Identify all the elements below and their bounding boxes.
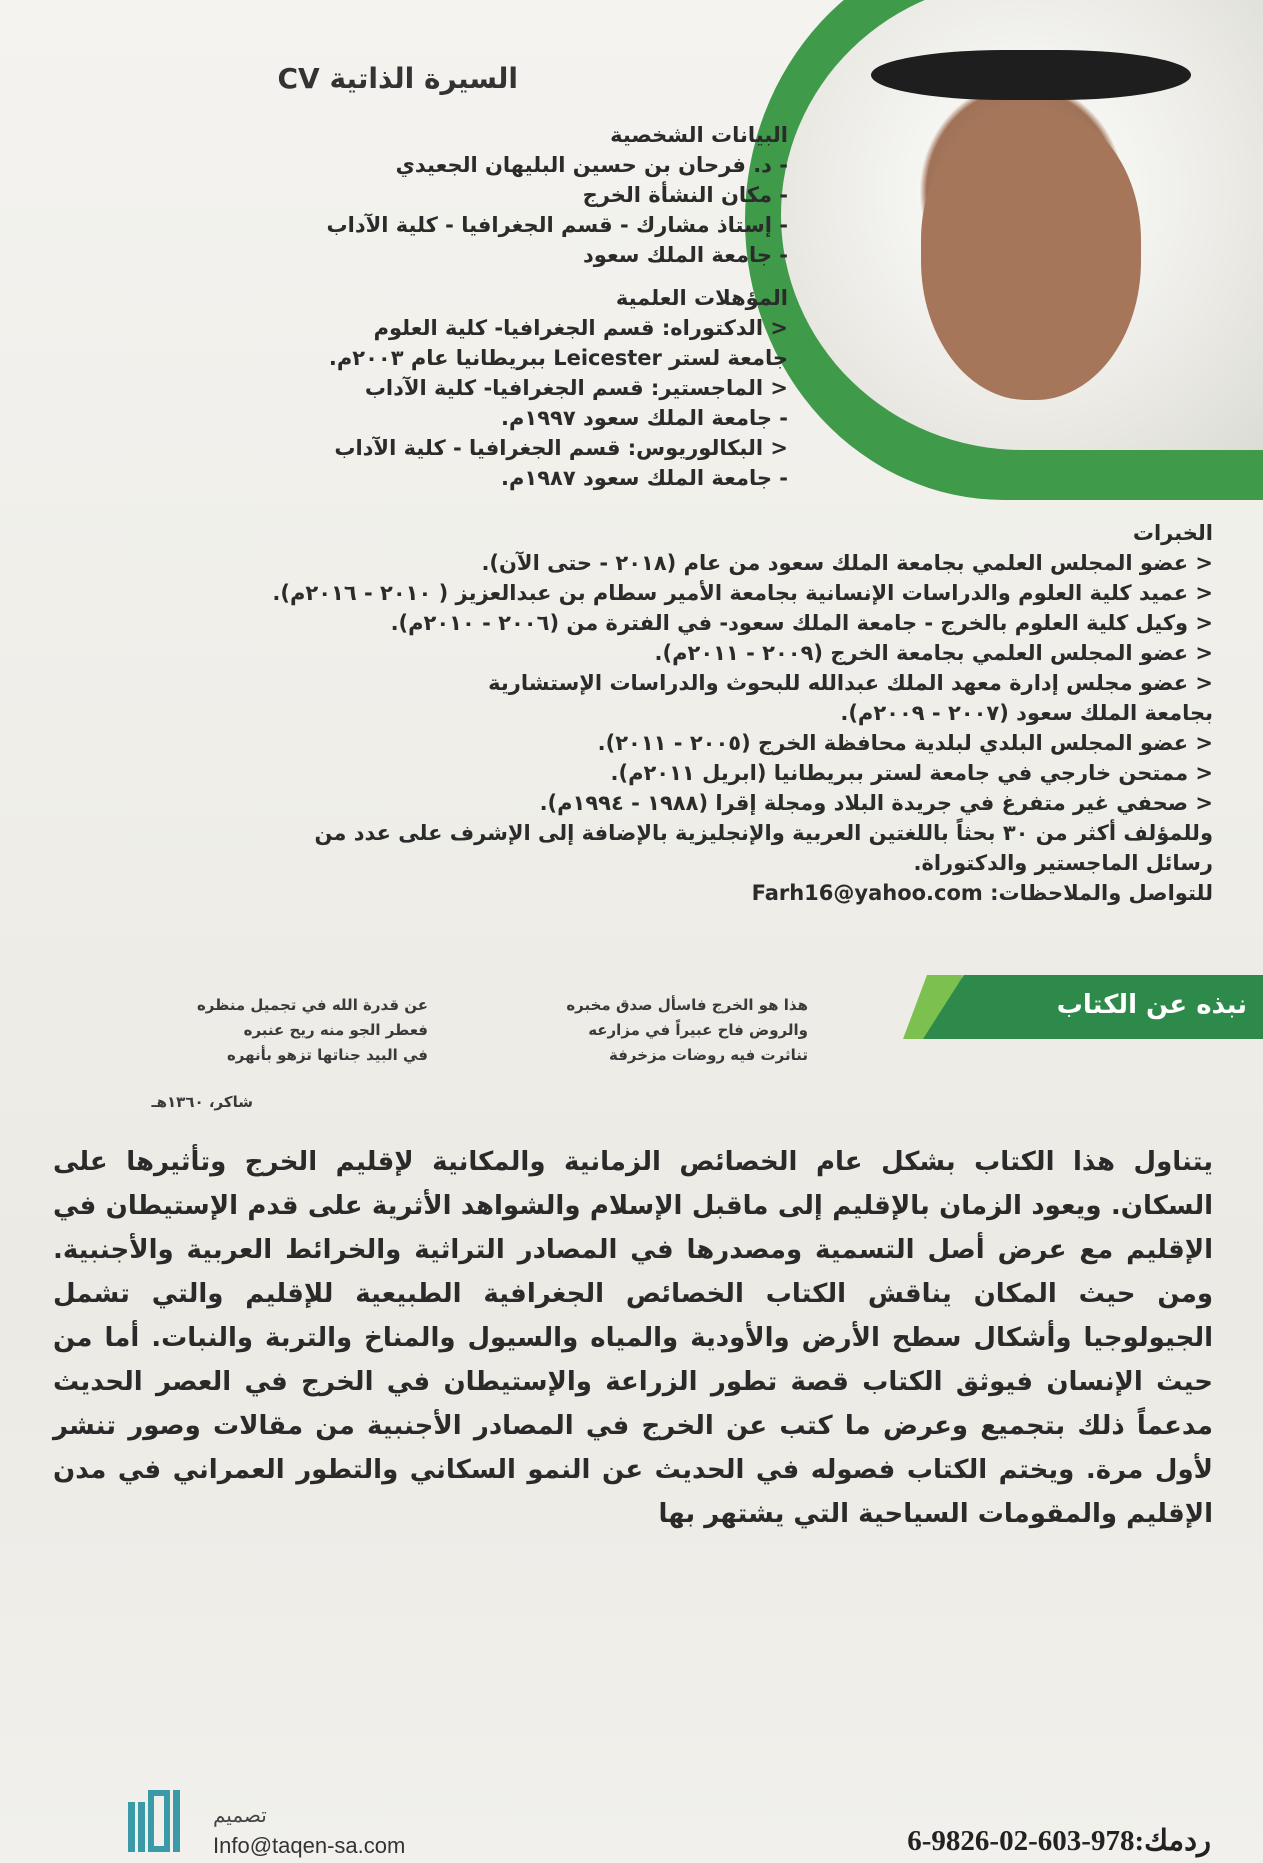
poem-line: هذا هو الخرج فاسأل صدق مخبره <box>566 996 808 1014</box>
contact-label: للتواصل والملاحظات: <box>990 881 1213 905</box>
qualification-item: جامعة لستر Leicester ببريطانيا عام ٢٠٠٣م. <box>328 346 788 370</box>
poem-right-column <box>566 993 808 1068</box>
experience-item: < عضو المجلس البلدي لبلدية محافظة الخرج (٢٠٠٥ - ٢٠١١). <box>597 731 1213 755</box>
experience-item: < عضو المجلس العلمي بجامعة الملك سعود من عام (٢٠١٨ - حتى الآن). <box>481 551 1213 575</box>
isbn: ردمك:978-603-02-9826-6 <box>907 1825 1211 1857</box>
personal-item: - مكان النشأة الخرج <box>582 183 788 207</box>
experience-item: < صحفي غير متفرغ في جريدة البلاد ومجلة إقرا (١٩٨٨ - ١٩٩٤م). <box>539 791 1213 815</box>
poem-line: تناثرت فيه روضات مزخرفة <box>609 1046 808 1064</box>
personal-heading: البيانات الشخصية <box>610 123 788 147</box>
taqen-logo <box>128 1790 180 1852</box>
experience-section <box>83 518 1213 908</box>
qualifications-heading: المؤهلات العلمية <box>615 286 788 310</box>
poem-line: فعطر الجو منه ريح عنبره <box>243 1021 428 1039</box>
author-photo-frame <box>745 0 1263 500</box>
personal-section <box>327 120 788 270</box>
poem-line: في البيد جناتها تزهو بأنهره <box>226 1046 428 1064</box>
experience-item: وللمؤلف أكثر من ٣٠ بحثاً باللغتين العربية والإنجليزية بالإضافة إلى الإشرف على عدد من <box>314 821 1213 845</box>
personal-item: - د. فرحان بن حسين البليهان الجعيدي <box>395 153 788 177</box>
experience-item: < وكيل كلية العلوم بالخرج - جامعة الملك سعود- في الفترة من (٢٠٠٦ - ٢٠١٠م). <box>390 611 1213 635</box>
qualification-item: < الدكتوراه: قسم الجغرافيا- كلية العلوم <box>373 316 788 340</box>
qualifications-section <box>329 283 788 493</box>
experience-item: < عضو المجلس العلمي بجامعة الخرج (٢٠٠٩ - ٢٠١١م). <box>654 641 1213 665</box>
contact-line <box>83 878 1213 908</box>
design-label: تصميم <box>213 1803 267 1827</box>
about-heading: نبذه عن الكتاب <box>1056 990 1247 1020</box>
poem-author: شاكر، ١٣٦٠هـ <box>151 1093 253 1111</box>
qualification-item: < الماجستير: قسم الجغرافيا- كلية الآداب <box>364 376 788 400</box>
face-shape <box>921 110 1141 400</box>
experience-item: < عضو مجلس إدارة معهد الملك عبدالله للبحوث والدراسات الإستشارية <box>488 671 1213 695</box>
qualification-item: - جامعة الملك سعود ١٩٨٧م. <box>501 466 788 490</box>
headband-shape <box>871 50 1191 100</box>
experience-heading: الخبرات <box>1132 521 1213 545</box>
experience-item: رسائل الماجستير والدكتوراة. <box>913 851 1213 875</box>
poem-left-column <box>197 993 428 1068</box>
qualification-item: < البكالوريوس: قسم الجغرافيا - كلية الآداب <box>334 436 788 460</box>
experience-item: < عميد كلية العلوم والدراسات الإنسانية بجامعة الأمير سطام بن عبدالعزيز ( ٢٠١٠ - ٢٠١٦م). <box>272 581 1213 605</box>
personal-item: - جامعة الملك سعود <box>583 243 788 267</box>
poem-line: عن قدرة الله في تجميل منظره <box>196 996 428 1014</box>
author-photo <box>781 0 1263 450</box>
poem-line: والروض فاح عبيراً في مزارعه <box>588 1021 808 1039</box>
personal-item: - إستاذ مشارك - قسم الجغرافيا - كلية الآداب <box>326 213 788 237</box>
experience-item: بجامعة الملك سعود (٢٠٠٧ - ٢٠٠٩م). <box>840 701 1213 725</box>
cv-title: السيرة الذاتية CV <box>277 62 518 95</box>
qualification-item: - جامعة الملك سعود ١٩٩٧م. <box>501 406 788 430</box>
book-description: يتناول هذا الكتاب بشكل عام الخصائص الزمانية والمكانية لإقليم الخرج وتأثيرها على السكان. ويعود الزمان بالإقليم إلى ماقبل الإسلام والشواهد الأثرية على قدم الإستيطان في الإقليم مع عرض أصل التسمية ومصدرها في المصادر التراثية والخرائط العربية والأجنبية. ومن حيث المكان يناقش الكتاب الخصائص الجغرافية الطبيعية للإقليم والتي تشمل الجيولوجيا وأشكال سطح الأرض والأودية والمياه والسيول والمناخ والتربة والنبات. أما من حيث الإنسان فيوثق الكتاب قصة تطور الزراعة والإستيطان في الخرج في العصر الحديث مدعماً ذلك بتجميع وعرض ما كتب عن الخرج في المصادر الأجنبية من مقالات وصور تنشر لأول مرة. ويختم الكتاب فصوله في الحديث عن النمو السكاني والتطور العمراني في مدن الإقليم والمقومات السياحية التي يشتهر بها <box>53 1147 1213 1529</box>
experience-item: < ممتحن خارجي في جامعة لستر ببريطانيا (ابريل ٢٠١١م). <box>610 761 1213 785</box>
contact-email[interactable]: Farh16@yahoo.com <box>751 881 983 905</box>
design-email[interactable]: Info@taqen-sa.com <box>213 1833 406 1858</box>
